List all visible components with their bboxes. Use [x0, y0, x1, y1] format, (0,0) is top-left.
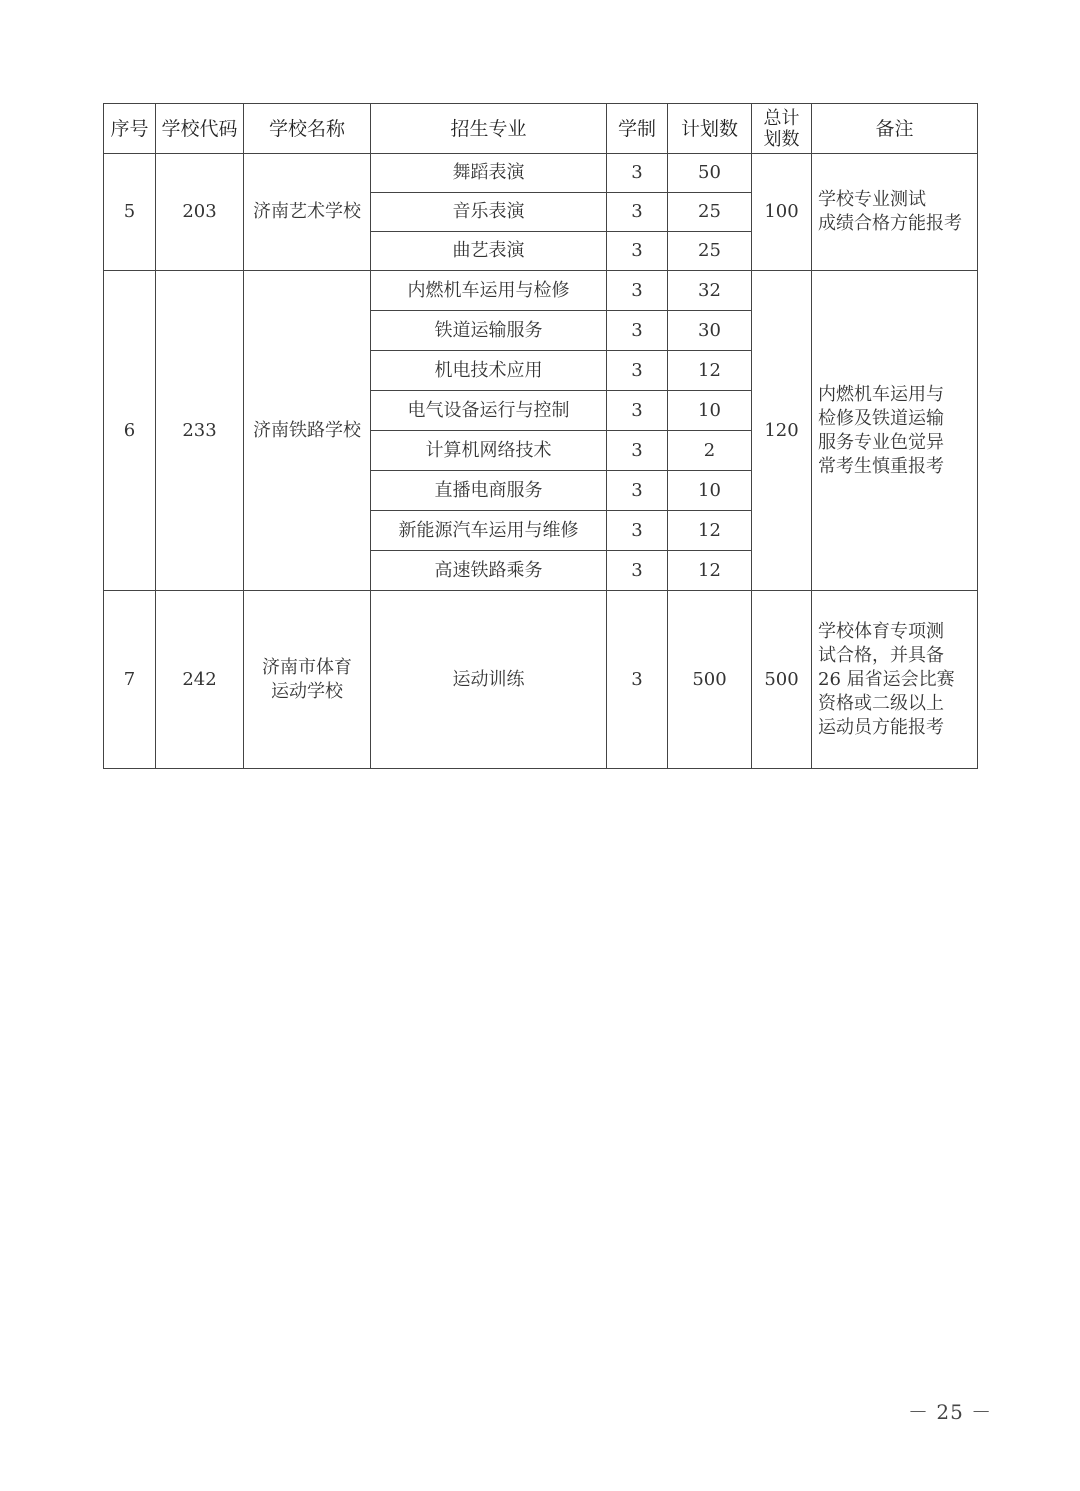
duration-cell: 3 — [607, 511, 668, 551]
plan-cell: 25 — [668, 193, 752, 232]
enrollment-plan-table — [103, 103, 978, 769]
duration-cell: 3 — [607, 351, 668, 391]
note-line: 资格或二级以上 — [818, 692, 944, 714]
major-cell: 电气设备运行与控制 — [371, 391, 607, 431]
seq-cell: 6 — [104, 271, 156, 591]
duration-cell: 3 — [607, 471, 668, 511]
major-cell: 运动训练 — [371, 591, 607, 769]
plan-cell: 12 — [668, 551, 752, 591]
school-code-cell: 242 — [156, 591, 244, 769]
major-cell: 舞蹈表演 — [371, 154, 607, 193]
note-cell — [812, 591, 978, 769]
major-cell: 新能源汽车运用与维修 — [371, 511, 607, 551]
note-line: 26 届省运会比赛 — [818, 668, 955, 690]
school-code-cell: 203 — [156, 154, 244, 271]
duration-cell: 3 — [607, 591, 668, 769]
major-cell: 高速铁路乘务 — [371, 551, 607, 591]
total-plan-cell: 100 — [752, 154, 812, 271]
note-cell — [812, 154, 978, 271]
school-code-cell: 233 — [156, 271, 244, 591]
note-line: 试合格，并具备 — [818, 644, 944, 666]
table-row — [104, 591, 978, 769]
major-cell: 直播电商服务 — [371, 471, 607, 511]
duration-cell: 3 — [607, 154, 668, 193]
major-cell: 计算机网络技术 — [371, 431, 607, 471]
seq-cell: 7 — [104, 591, 156, 769]
school-name-cell — [244, 591, 371, 769]
plan-cell: 32 — [668, 271, 752, 311]
header-plan-count: 计划数 — [668, 104, 752, 154]
header-major: 招生专业 — [371, 104, 607, 154]
note-line: 常考生慎重报考 — [818, 455, 944, 477]
table-row — [104, 154, 978, 193]
table-header-row — [104, 104, 978, 154]
page-number: － 25 － — [908, 1400, 993, 1424]
note-line: 运动员方能报考 — [818, 716, 944, 738]
duration-cell: 3 — [607, 232, 668, 271]
note-line: 服务专业色觉异 — [818, 431, 944, 453]
duration-cell: 3 — [607, 311, 668, 351]
note-line: 检修及铁道运输 — [818, 407, 944, 429]
note-line: 成绩合格方能报考 — [818, 213, 962, 234]
plan-cell: 30 — [668, 311, 752, 351]
plan-cell: 2 — [668, 431, 752, 471]
duration-cell: 3 — [607, 193, 668, 232]
plan-cell: 10 — [668, 471, 752, 511]
header-school-name: 学校名称 — [244, 104, 371, 154]
plan-cell: 12 — [668, 511, 752, 551]
header-seq: 序号 — [104, 104, 156, 154]
plan-cell: 12 — [668, 351, 752, 391]
school-name-line: 运动学校 — [271, 680, 343, 702]
seq-cell: 5 — [104, 154, 156, 271]
plan-cell: 25 — [668, 232, 752, 271]
duration-cell: 3 — [607, 431, 668, 471]
school-name-cell: 济南铁路学校 — [244, 271, 371, 591]
school-name-line: 济南市体育 — [262, 656, 352, 678]
major-cell: 铁道运输服务 — [371, 311, 607, 351]
note-cell — [812, 271, 978, 591]
table-row — [104, 271, 978, 311]
header-total-line2: 划数 — [763, 128, 800, 150]
note-line: 学校体育专项测 — [818, 620, 944, 642]
duration-cell: 3 — [607, 391, 668, 431]
duration-cell: 3 — [607, 271, 668, 311]
major-cell: 内燃机车运用与检修 — [371, 271, 607, 311]
header-total-line1: 总计 — [763, 107, 800, 129]
plan-cell: 50 — [668, 154, 752, 193]
note-line: 学校专业测试 — [818, 189, 926, 210]
header-note: 备注 — [812, 104, 978, 154]
header-duration: 学制 — [607, 104, 668, 154]
header-school-code: 学校代码 — [156, 104, 244, 154]
school-name-cell: 济南艺术学校 — [244, 154, 371, 271]
major-cell: 音乐表演 — [371, 193, 607, 232]
major-cell: 曲艺表演 — [371, 232, 607, 271]
plan-cell: 500 — [668, 591, 752, 769]
plan-cell: 10 — [668, 391, 752, 431]
total-plan-cell: 500 — [752, 591, 812, 769]
note-line: 内燃机车运用与 — [818, 383, 944, 405]
major-cell: 机电技术应用 — [371, 351, 607, 391]
duration-cell: 3 — [607, 551, 668, 591]
total-plan-cell: 120 — [752, 271, 812, 591]
header-total-plan — [752, 104, 812, 154]
